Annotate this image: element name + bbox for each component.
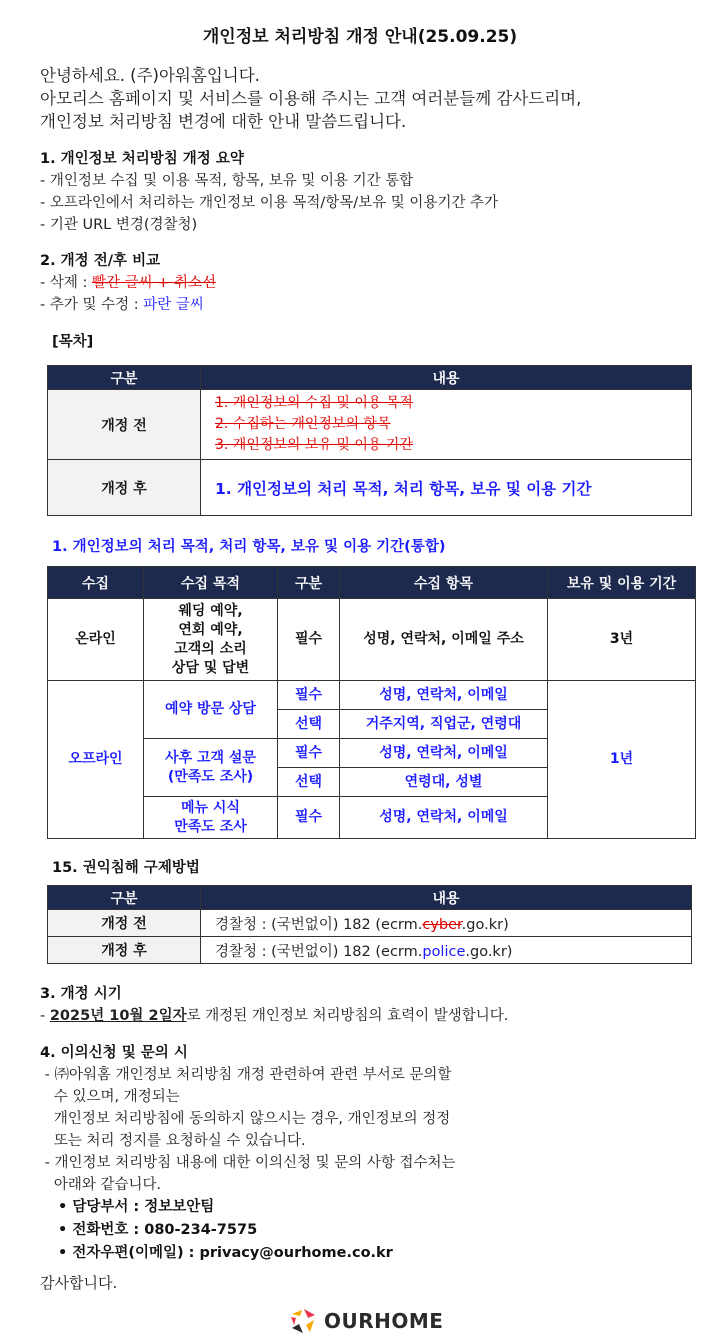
table-header-row [48, 886, 692, 910]
contact-list [40, 1196, 700, 1265]
row-content [201, 390, 692, 460]
legend-delete-value: 빨간 글씨 + 취소선 [91, 275, 216, 291]
ourhome-logo-icon [288, 1306, 318, 1336]
section-heading: 2. 개정 전/후 비교 [40, 253, 161, 269]
collection-table [47, 566, 696, 839]
collect-purpose: 예약 방문 상담 [144, 681, 278, 739]
section-effective-date [40, 983, 700, 1027]
added-text: police [422, 943, 466, 960]
collect-method: 오프라인 [48, 681, 144, 839]
collect-purpose: 사후 고객 설문 (만족도 조사) [144, 739, 278, 797]
header-cell: 구분 [48, 366, 201, 390]
page-title: 개인정보 처리방침 개정 안내(25.09.25) [202, 27, 518, 47]
purpose-line: 상담 및 답변 [171, 659, 250, 676]
row-label: 개정 전 [48, 390, 201, 460]
table-row [48, 937, 692, 964]
removed-item: 3. 개인정보의 보유 및 이용 기간 [215, 437, 413, 453]
collect-type: 필수 [278, 739, 340, 768]
table-row [48, 910, 692, 937]
collect-purpose [144, 599, 278, 681]
table-header-row [48, 567, 696, 599]
table-row [48, 390, 692, 460]
intro-text [40, 64, 700, 133]
main-table-title: 1. 개인정보의 처리 목적, 처리 항목, 보유 및 이용 기간(통합) [52, 539, 446, 555]
section-line: - 개인정보 수집 및 이용 목적, 항목, 보유 및 이용 기간 통합 [40, 173, 414, 189]
effective-date-line [40, 1005, 700, 1027]
row-label: 개정 후 [48, 937, 201, 964]
section-line: 개인정보 처리방침에 동의하지 않으시는 경우, 개인정보의 정정 [40, 1111, 451, 1127]
table-header-row [48, 366, 692, 390]
section-line: - 오프라인에서 처리하는 개인정보 이용 목적/항목/보유 및 이용기간 추가 [40, 195, 499, 211]
row-content [201, 460, 692, 516]
legend-add-value: 파란 글씨 [143, 297, 204, 313]
section-line: 수 있으며, 개정되는 [40, 1089, 180, 1105]
collect-items: 성명, 연락처, 이메일 [340, 739, 548, 768]
section-heading: 1. 개인정보 처리방침 개정 요약 [40, 151, 244, 167]
collect-method: 온라인 [48, 599, 144, 681]
legend-delete [40, 272, 700, 294]
removed-text: cyber [422, 916, 462, 933]
collect-type: 필수 [278, 797, 340, 839]
content-text: .go.kr) [461, 916, 509, 933]
header-cell: 수집 목적 [144, 567, 278, 599]
header-cell: 내용 [201, 886, 692, 910]
collect-items: 연령대, 성별 [340, 768, 548, 797]
collect-type: 필수 [278, 681, 340, 710]
header-cell: 구분 [48, 886, 201, 910]
section-line: - 기관 URL 변경(경찰청) [40, 217, 198, 233]
collect-items: 성명, 연락처, 이메일 [340, 797, 548, 839]
section-summary [40, 148, 700, 236]
legend-delete-label: - 삭제 : [40, 275, 92, 291]
row-content [201, 937, 692, 964]
contact-phone: • 전화번호 : 080-234-7575 [58, 1222, 258, 1238]
ourhome-logo-text: OURHOME [324, 1309, 444, 1333]
header-cell: 구분 [278, 567, 340, 599]
closing-text: 감사합니다. [40, 1274, 118, 1292]
table-row [48, 681, 696, 710]
purpose-line: 웨딩 예약, [178, 602, 243, 619]
retention-period: 1년 [548, 681, 696, 839]
removed-item: 1. 개인정보의 수집 및 이용 목적 [215, 395, 413, 411]
intro-line: 안녕하세요. (주)아워홈입니다. [40, 66, 260, 85]
collect-type: 필수 [278, 599, 340, 681]
legend-add [40, 294, 700, 316]
added-item: 1. 개인정보의 처리 목적, 처리 항목, 보유 및 이용 기간 [215, 479, 592, 498]
purpose-line: 연회 예약, [178, 621, 243, 638]
content-text: 경찰청 : (국번없이) 182 (ecrm. [215, 943, 423, 960]
header-cell: 보유 및 이용 기간 [548, 567, 696, 599]
collect-items: 성명, 연락처, 이메일 주소 [340, 599, 548, 681]
remedy-title: 15. 권익침해 구제방법 [52, 860, 200, 876]
removed-item: 2. 수집하는 개인정보의 항목 [215, 416, 391, 432]
row-label: 개정 후 [48, 460, 201, 516]
intro-line: 아모리스 홈페이지 및 서비스를 이용해 주시는 고객 여러분들께 감사드리며, [40, 89, 582, 108]
row-content [201, 910, 692, 937]
collect-type: 선택 [278, 768, 340, 797]
header-cell: 수집 항목 [340, 567, 548, 599]
collect-items: 거주지역, 직업군, 연령대 [340, 710, 548, 739]
contact-email: • 전자우편(이메일) : privacy@ourhome.co.kr [58, 1245, 393, 1261]
purpose-line: 고객의 소리 [174, 640, 247, 657]
collect-purpose: 메뉴 시식 만족도 조사 [144, 797, 278, 839]
section-line: 아래와 같습니다. [40, 1177, 162, 1193]
section-line: - 개인정보 처리방침 내용에 대한 이의신청 및 문의 사항 접수처는 [40, 1155, 456, 1171]
table-row [48, 599, 696, 681]
contact-department: • 담당부서 : 정보보안팀 [58, 1199, 215, 1215]
section-comparison [40, 250, 700, 316]
section-line: - ㈜아워홈 개인정보 처리방침 개정 관련하여 관련 부서로 문의할 [40, 1067, 452, 1083]
section-inquiry [40, 1042, 700, 1265]
table-row [48, 460, 692, 516]
section-line: 또는 처리 정지를 요청하실 수 있습니다. [40, 1133, 306, 1149]
collect-type: 선택 [278, 710, 340, 739]
retention-period: 3년 [548, 599, 696, 681]
intro-line: 개인정보 처리방침 변경에 대한 안내 말씀드립니다. [40, 112, 407, 131]
content-text: 경찰청 : (국번없이) 182 (ecrm. [215, 916, 423, 933]
line-text: 로 개정된 개인정보 처리방침의 효력이 발생합니다. [186, 1008, 509, 1024]
content-text: .go.kr) [465, 943, 513, 960]
ourhome-logo [288, 1306, 443, 1336]
line-prefix: - [40, 1008, 50, 1024]
collect-items: 성명, 연락처, 이메일 [340, 681, 548, 710]
section-heading: 3. 개정 시기 [40, 986, 122, 1002]
remedy-table [47, 885, 692, 964]
toc-table [47, 365, 692, 516]
effective-date: 2025년 10월 2일자 [49, 1008, 187, 1024]
header-cell: 수집 [48, 567, 144, 599]
section-heading: 4. 이의신청 및 문의 시 [40, 1045, 188, 1061]
row-label: 개정 전 [48, 910, 201, 937]
toc-title: [목차] [52, 334, 94, 350]
legend-add-label: - 추가 및 수정 : [40, 297, 144, 313]
header-cell: 내용 [201, 366, 692, 390]
